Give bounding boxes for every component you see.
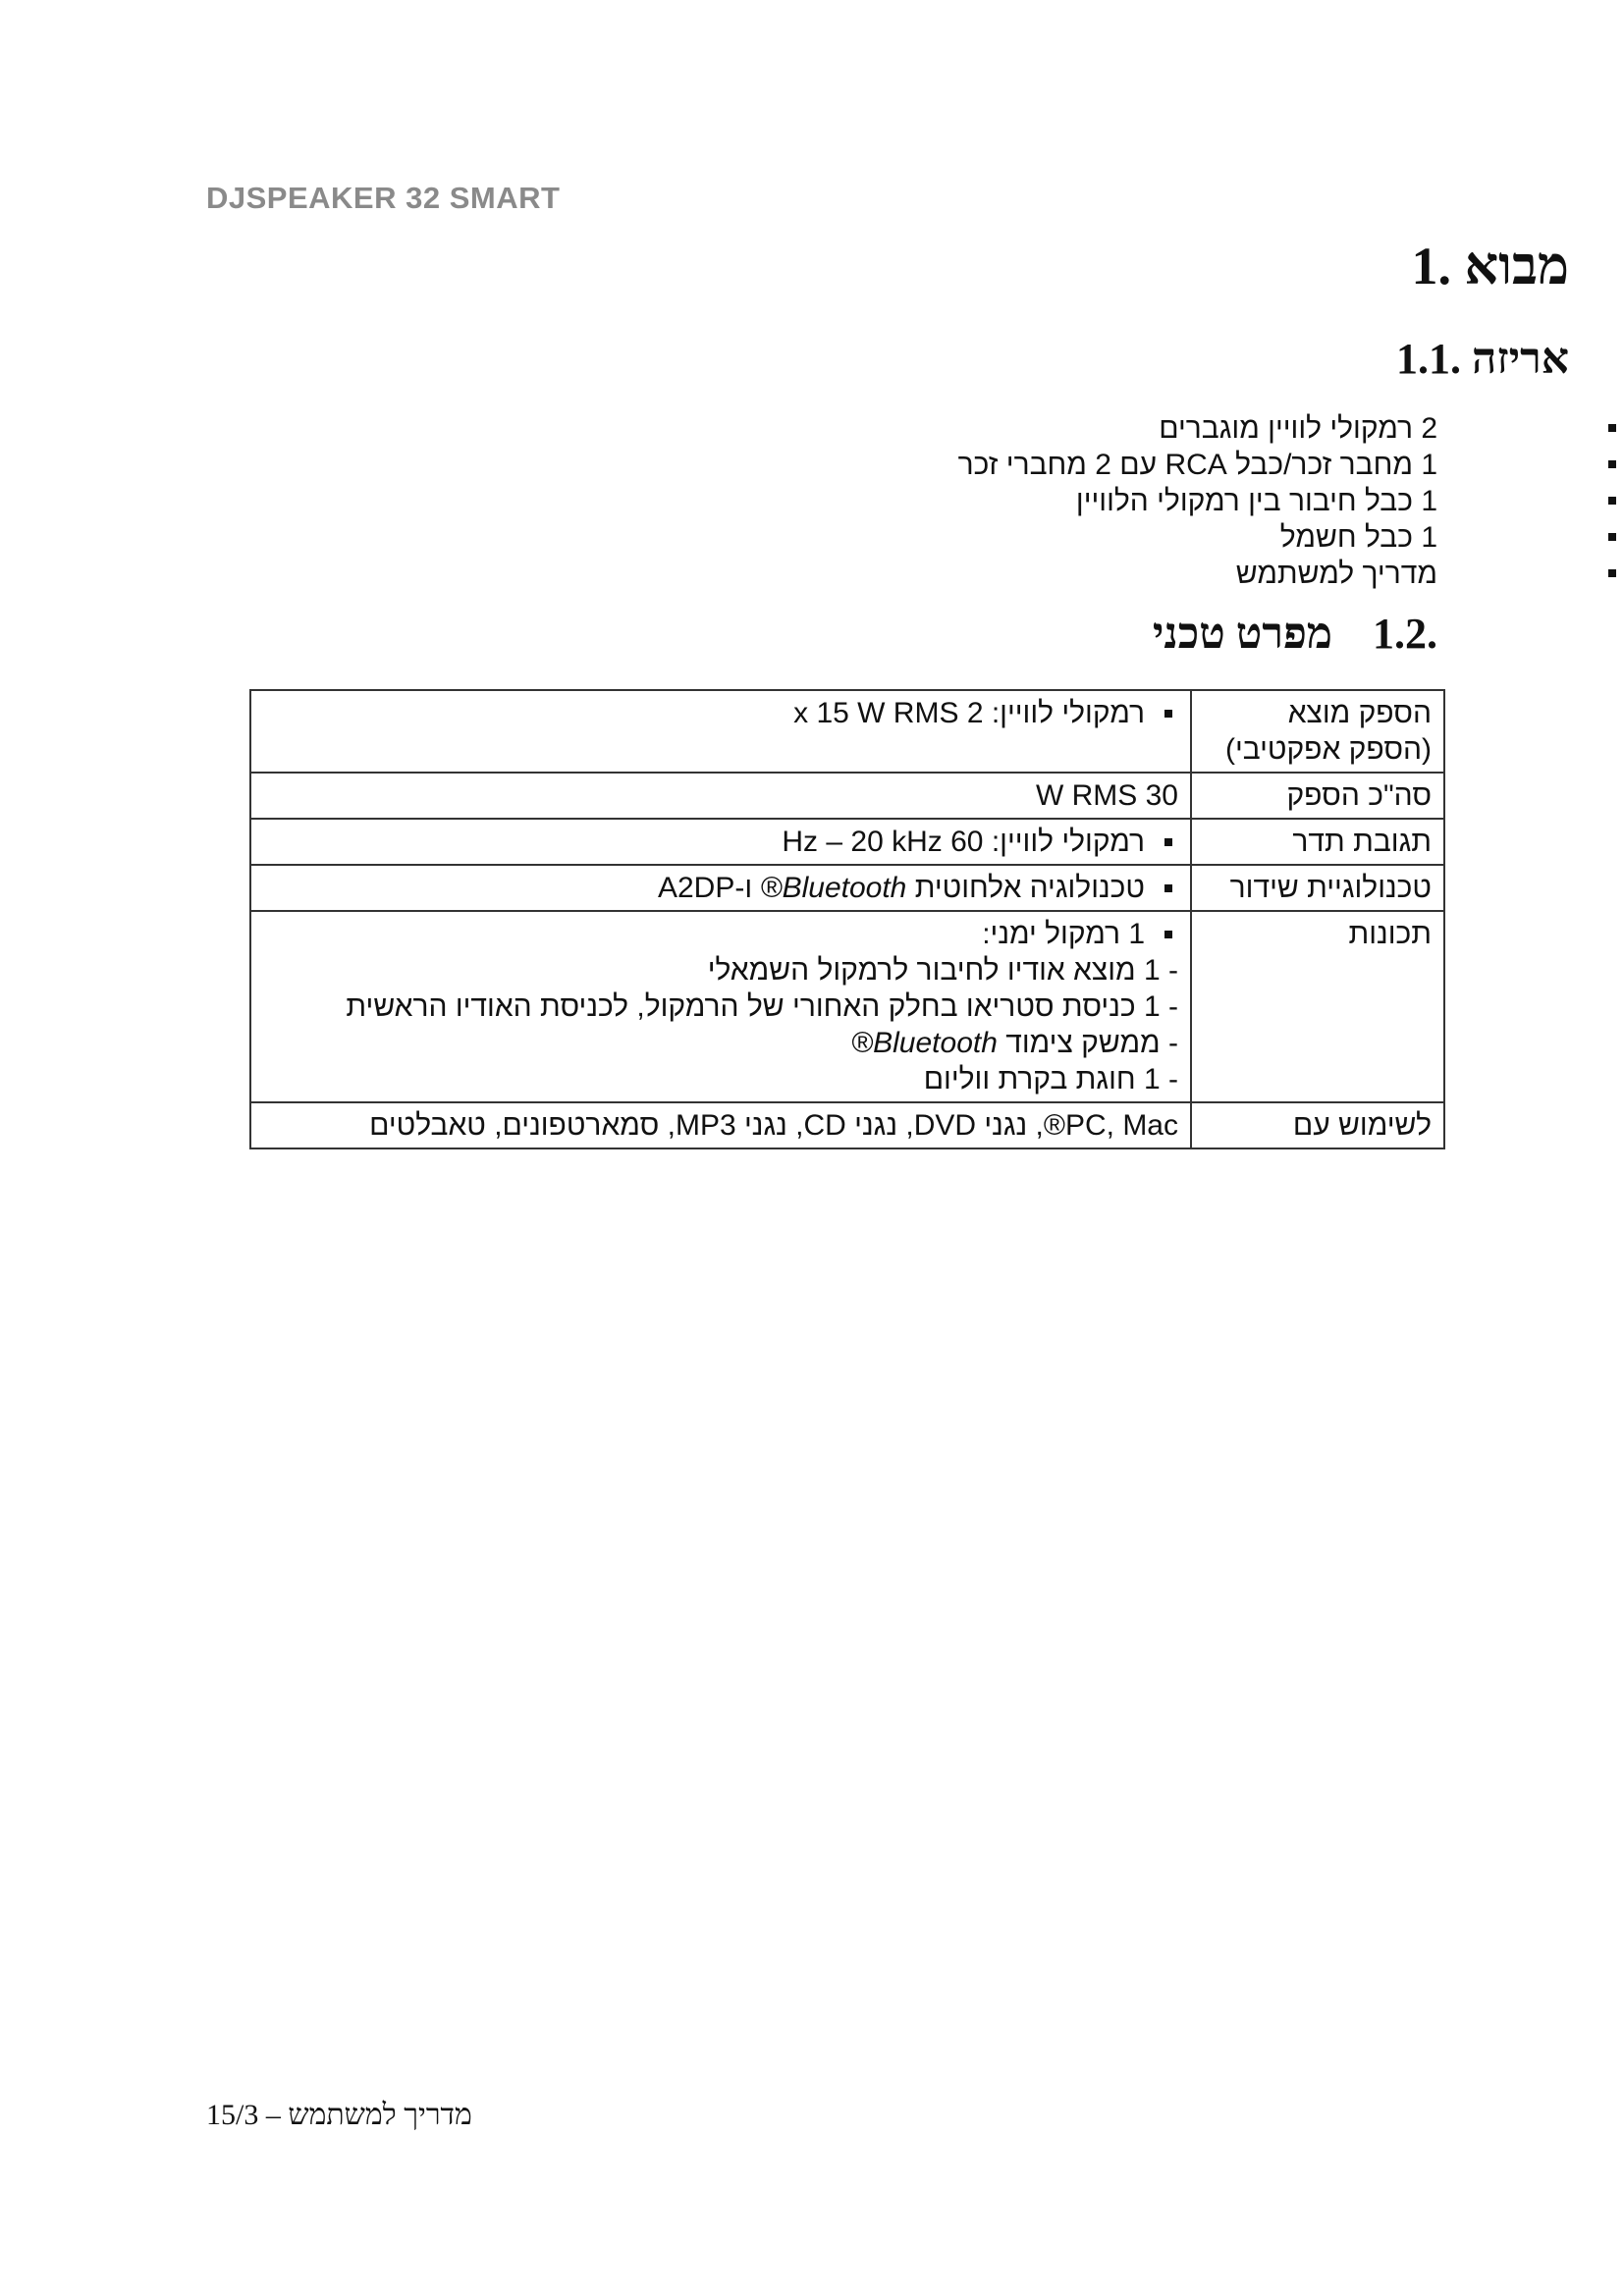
list-item-text: 1 כבל חיבור בין רמקולי הלוויין: [1075, 485, 1437, 517]
spec-dash-item: - 1 כניסת סטריאו בחלק האחורי של הרמקול, לכניסת האודיו הראשית: [346, 990, 1178, 1023]
table-row: [250, 1102, 1444, 1148]
list-item-text: מדריך למשתמש: [1235, 558, 1437, 590]
section-1-2-title: מפרט טכני: [1152, 610, 1332, 658]
bullet-square-icon: [1608, 460, 1616, 468]
spec-dash-item: - 1 מוצא אודיו לחיבור לרמקול השמאלי: [707, 954, 1178, 987]
list-item: [958, 556, 1437, 592]
section-1-title: מבוא: [1464, 237, 1569, 295]
spec-label-total-power: סה"כ הספק: [1191, 773, 1444, 819]
bluetooth-trademark-text: Bluetooth®: [851, 1027, 998, 1059]
section-1-1-title: אריזה: [1472, 335, 1569, 383]
section-1-number: 1.: [1411, 237, 1451, 295]
package-contents-list: [958, 410, 1437, 592]
list-item-text: 2 רמקולי לוויין מוגברים: [1159, 412, 1437, 445]
bullet-square-icon: [1608, 533, 1616, 541]
spec-bullet-item: [263, 870, 1178, 906]
spec-label-output-power: [1191, 690, 1444, 773]
table-row: [250, 911, 1444, 1102]
spec-label-transmission: טכנולוגיית שידור: [1191, 865, 1444, 911]
section-1-1-number: 1.1.: [1396, 335, 1462, 383]
spec-label-compatibility: לשימוש עם: [1191, 1102, 1444, 1148]
spec-bullet-item: רמקולי לוויין: 60 Hz – 20 kHz: [263, 824, 1178, 860]
specifications-table: [249, 689, 1445, 1149]
product-brand-header: DJSPEAKER 32 SMART: [206, 181, 561, 215]
section-1-1-heading: [1373, 334, 1569, 384]
spec-text: - ממשק צימוד: [997, 1027, 1178, 1059]
spec-label-features: תכונות: [1191, 911, 1444, 1102]
spec-value-total-power: 30 W RMS: [250, 773, 1191, 819]
spec-text: טכנולוגיה אלחוטית: [906, 872, 1145, 904]
list-item: [958, 519, 1437, 556]
list-item: [958, 483, 1437, 519]
footer-separator: –: [258, 2099, 289, 2131]
spec-text: ו-A2DP: [657, 872, 761, 904]
list-item-text: 1 מחבר זכר/כבל RCA עם 2 מחברי זכר: [957, 449, 1437, 481]
section-1-2-number: 1.2.: [1373, 610, 1437, 658]
spec-dash-item: [263, 1025, 1178, 1061]
spec-dash-item: - 1 חוגת בקרת ווליום: [923, 1063, 1178, 1095]
spec-label-subtext: (הספק אפקטיבי): [1224, 733, 1432, 766]
spec-value-transmission: [250, 865, 1191, 911]
list-item: [958, 447, 1437, 483]
section-1-heading: [1411, 236, 1569, 296]
spec-value-compatibility: PC, Mac®, נגני DVD, נגני CD, נגני MP3, סמארטפונים, טאבלטים: [250, 1102, 1191, 1148]
spec-label-frequency-response: תגובת תדר: [1191, 819, 1444, 865]
spec-value-frequency-response: [250, 819, 1191, 865]
bullet-square-icon: [1608, 569, 1616, 577]
bullet-square-icon: [1608, 497, 1616, 505]
spec-bullet-item: 1 רמקול ימני:: [263, 916, 1178, 952]
list-item-text: 1 כבל חשמל: [1279, 521, 1437, 554]
bluetooth-trademark-text: Bluetooth®: [760, 872, 907, 904]
table-row: [250, 690, 1444, 773]
page-footer: [206, 2099, 472, 2132]
table-row: [250, 773, 1444, 819]
footer-title: מדריך למשתמש: [288, 2099, 472, 2131]
table-row: [250, 819, 1444, 865]
section-1-2-heading: [1153, 609, 1437, 659]
list-item: [958, 410, 1437, 447]
spec-value-features: [250, 911, 1191, 1102]
spec-bullet-item: רמקולי לוויין: 2 x 15 W RMS: [263, 695, 1178, 731]
spec-label-text: הספק מוצא: [1287, 697, 1432, 729]
table-row: [250, 865, 1444, 911]
bullet-square-icon: [1608, 424, 1616, 432]
spec-value-output-power: [250, 690, 1191, 773]
page-number: 15/3: [206, 2099, 259, 2131]
